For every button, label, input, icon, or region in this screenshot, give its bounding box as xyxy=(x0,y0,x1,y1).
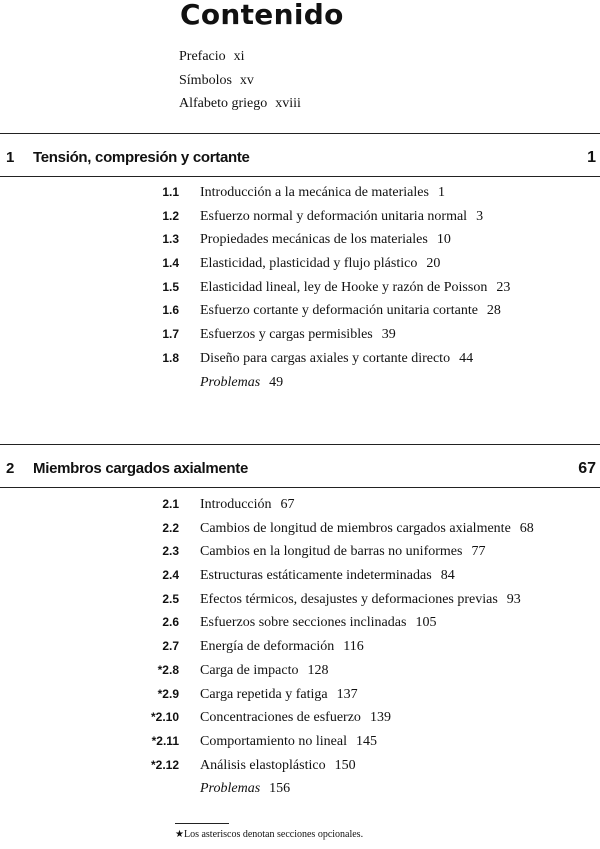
section-page: 128 xyxy=(307,662,329,678)
section-page: 150 xyxy=(334,757,356,773)
toc-entry[interactable] xyxy=(0,299,600,323)
toc-entry[interactable] xyxy=(0,540,600,564)
section-title: Energía de deformación xyxy=(200,639,335,655)
section-page: 93 xyxy=(506,591,521,607)
chapter-page: 1 xyxy=(587,149,596,166)
section-number: 2.1 xyxy=(162,497,179,511)
section-page: 116 xyxy=(343,639,364,655)
section-number: 1.8 xyxy=(162,350,179,365)
front-matter-label: Alfabeto griego xyxy=(179,96,268,111)
chapter-heading-1[interactable] xyxy=(0,146,600,170)
section-page: 23 xyxy=(496,279,511,295)
section-page: 137 xyxy=(336,686,358,702)
chapter-2-sections xyxy=(0,493,600,801)
chapter-top-rule xyxy=(0,444,600,445)
section-title: Introducción xyxy=(200,497,272,512)
chapter-number: 2 xyxy=(6,460,15,477)
chapter-title: Miembros cargados axialmente xyxy=(33,460,249,477)
section-page: 67 xyxy=(280,497,295,512)
section-title: Cambios de longitud de miembros cargados axialmente xyxy=(200,520,511,536)
toc-entry[interactable] xyxy=(0,706,600,730)
front-matter-page: xv xyxy=(239,72,254,88)
footnote-rule xyxy=(175,823,229,824)
section-page: 84 xyxy=(440,568,455,584)
section-number: 1.2 xyxy=(162,208,179,223)
section-page: 39 xyxy=(381,327,396,343)
section-title: Esfuerzo normal y deformación unitaria normal xyxy=(200,208,468,224)
front-matter-list xyxy=(179,45,301,116)
chapter-top-rule xyxy=(0,133,600,134)
section-page: 145 xyxy=(355,733,377,749)
front-matter-item[interactable] xyxy=(179,69,301,93)
toc-entry[interactable] xyxy=(0,730,600,754)
section-title: Esfuerzos sobre secciones inclinadas xyxy=(200,615,407,631)
toc-entry[interactable] xyxy=(0,181,600,205)
section-page: 1 xyxy=(437,185,445,200)
toc-entry[interactable] xyxy=(0,683,600,707)
section-title: Concentraciones de esfuerzo xyxy=(200,710,361,726)
section-title: Diseño para cargas axiales y cortante directo xyxy=(200,350,451,366)
section-number: *2.12 xyxy=(150,757,179,772)
section-page: 44 xyxy=(459,350,474,366)
section-number: *2.10 xyxy=(150,710,179,725)
section-number: 1.3 xyxy=(162,232,179,247)
problems-page: 49 xyxy=(269,374,284,390)
toc-entry[interactable] xyxy=(0,228,600,252)
section-title: Elasticidad lineal, ley de Hooke y razón de Poisson xyxy=(200,279,488,295)
toc-entry[interactable] xyxy=(0,564,600,588)
toc-entry[interactable] xyxy=(0,754,600,778)
toc-entry[interactable] xyxy=(0,659,600,683)
section-number: *2.11 xyxy=(151,733,179,748)
section-title: Esfuerzos y cargas permisibles xyxy=(200,327,373,343)
toc-entry[interactable] xyxy=(0,588,600,612)
front-matter-label: Prefacio xyxy=(179,49,226,64)
section-number: *2.9 xyxy=(157,686,179,701)
front-matter-item[interactable] xyxy=(179,45,301,69)
section-title: Propiedades mecánicas de los materiales xyxy=(200,232,428,248)
footnote: ★Los asteriscos denotan secciones opcionales. xyxy=(175,829,364,840)
toc-entry[interactable] xyxy=(0,635,600,659)
section-number: *2.8 xyxy=(157,662,179,677)
section-title: Estructuras estáticamente indeterminadas xyxy=(200,568,432,584)
section-page: 10 xyxy=(436,232,451,248)
section-title: Efectos térmicos, desajustes y deformaciones previas xyxy=(200,591,498,607)
toc-entry[interactable] xyxy=(0,252,600,276)
section-number: 1.5 xyxy=(162,279,179,294)
section-number: 1.7 xyxy=(162,327,179,342)
chapter-number: 1 xyxy=(6,149,15,166)
problems-entry[interactable] xyxy=(0,371,600,395)
toc-entry[interactable] xyxy=(0,323,600,347)
section-title: Carga de impacto xyxy=(200,662,299,678)
section-number: 2.2 xyxy=(162,520,179,535)
toc-entry[interactable] xyxy=(0,205,600,229)
section-title: Análisis elastoplástico xyxy=(200,757,326,773)
section-page: 105 xyxy=(415,615,437,631)
toc-entry[interactable] xyxy=(0,276,600,300)
chapter-bottom-rule xyxy=(0,487,600,488)
section-title: Comportamiento no lineal xyxy=(200,733,347,749)
section-page: 139 xyxy=(369,710,391,726)
toc-entry[interactable] xyxy=(0,493,600,517)
section-number: 2.6 xyxy=(162,615,179,630)
front-matter-label: Símbolos xyxy=(179,72,232,88)
problems-page: 156 xyxy=(269,781,291,797)
problems-entry[interactable] xyxy=(0,777,600,801)
problems-label: Problemas xyxy=(200,781,261,797)
toc-entry[interactable] xyxy=(0,611,600,635)
section-number: 2.7 xyxy=(162,639,179,654)
chapter-heading-2[interactable] xyxy=(0,457,600,481)
toc-entry[interactable] xyxy=(0,347,600,371)
toc-entry[interactable] xyxy=(0,517,600,541)
section-number: 1.4 xyxy=(162,256,179,271)
section-page: 77 xyxy=(471,544,486,560)
section-title: Carga repetida y fatiga xyxy=(200,686,328,702)
section-title: Cambios en la longitud de barras no uniformes xyxy=(200,544,463,560)
chapter-title: Tensión, compresión y cortante xyxy=(33,149,250,166)
section-page: 28 xyxy=(486,303,501,319)
section-title: Elasticidad, plasticidad y flujo plástico xyxy=(200,256,418,272)
front-matter-page: xviii xyxy=(275,96,301,111)
section-number: 2.3 xyxy=(162,544,179,559)
front-matter-page: xi xyxy=(233,49,245,64)
section-page: 20 xyxy=(426,256,441,272)
section-number: 1.1 xyxy=(162,185,179,199)
section-page: 68 xyxy=(519,520,534,536)
chapter-bottom-rule xyxy=(0,176,600,177)
section-number: 1.6 xyxy=(162,303,179,318)
section-title: Introducción a la mecánica de materiales xyxy=(200,185,429,200)
chapter-page: 67 xyxy=(578,460,596,477)
problems-label: Problemas xyxy=(200,374,261,390)
section-page: 3 xyxy=(476,208,484,224)
page-title: Contenido xyxy=(180,0,344,31)
chapter-1-sections xyxy=(0,181,600,394)
section-title: Esfuerzo cortante y deformación unitaria cortante xyxy=(200,303,478,319)
section-number: 2.4 xyxy=(162,568,179,583)
section-number: 2.5 xyxy=(162,591,179,606)
front-matter-item[interactable] xyxy=(179,92,301,116)
